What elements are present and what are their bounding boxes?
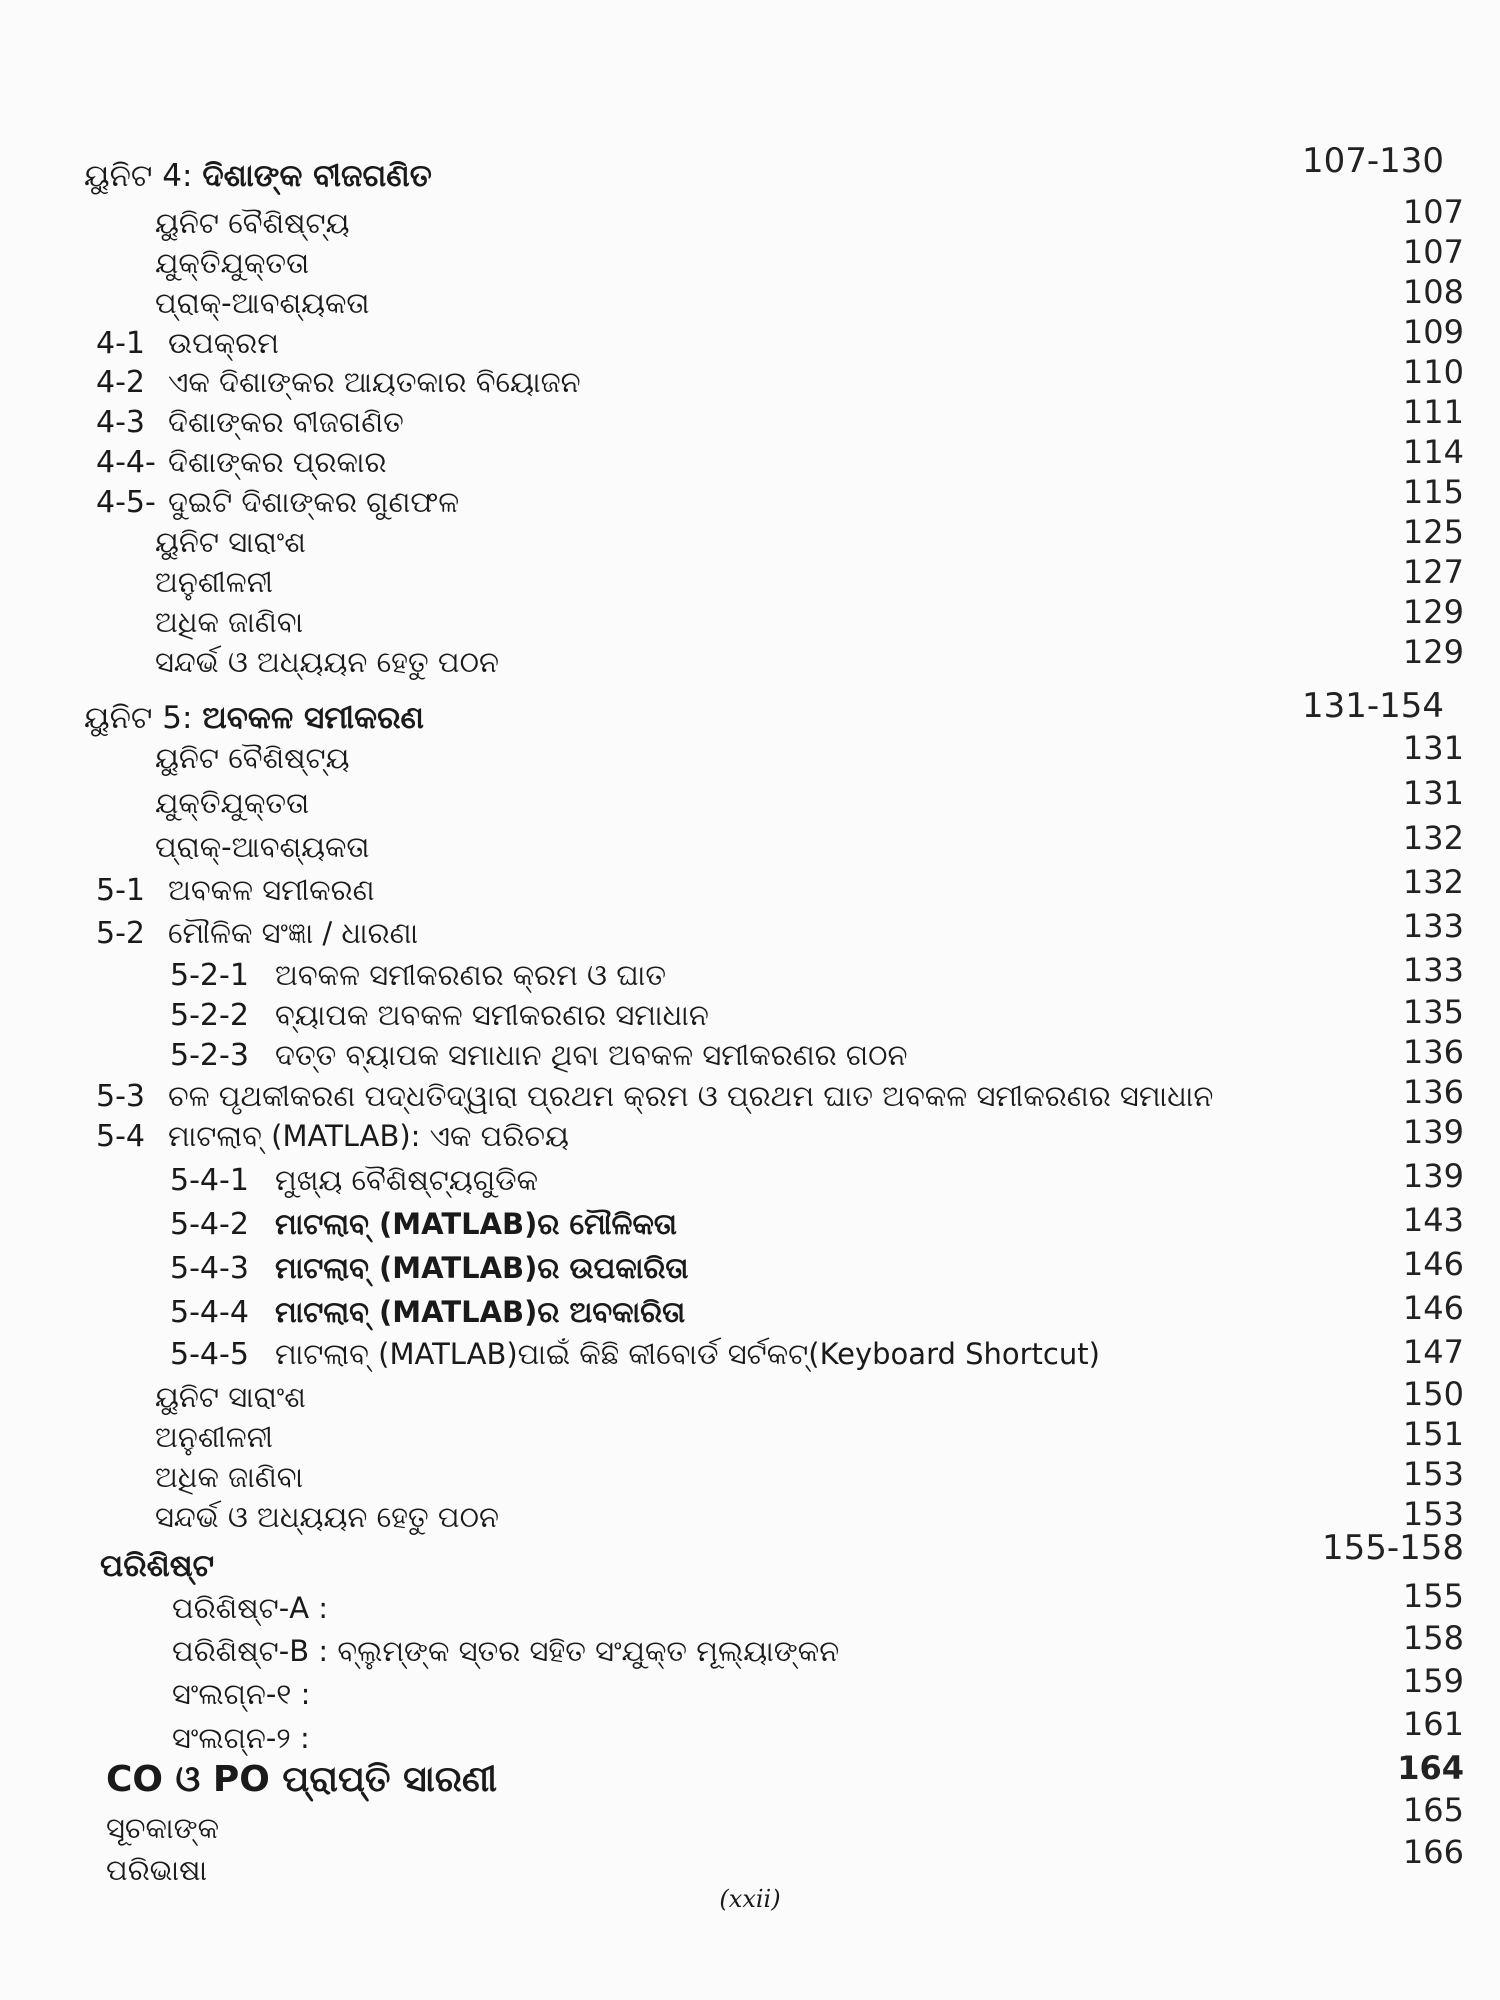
- appendix-entry: [172, 1590, 328, 1626]
- section-number: 5-3: [96, 1079, 145, 1114]
- section-title: ୟୁନିଟ ବୈଶିଷ୍ଟ୍ୟ: [155, 206, 350, 240]
- section-entry: [96, 915, 418, 952]
- unit-section-entry: [155, 1459, 303, 1495]
- section-title: ମାଟଲାବ୍ (MATLAB)ପାଇଁ କିଛି କୀବୋର୍ଡ ସର୍ଟକଟ୍(Keyboard Shortcut): [275, 1337, 1100, 1371]
- section-title: ପ୍ରାକ୍-ଆବଶ୍ୟକତା: [155, 830, 370, 864]
- page-number: 111: [1402, 393, 1464, 431]
- unit-section-entry: [155, 205, 350, 241]
- page-number: 135: [1402, 993, 1464, 1031]
- unit-title: ଦିଶାଙ୍କ ବୀଜଗଣିତ: [202, 158, 432, 194]
- page-number: 107: [1402, 233, 1464, 271]
- section-entry: [170, 1206, 677, 1243]
- page-number: 125: [1402, 513, 1464, 551]
- back-matter-entry: [106, 1852, 207, 1888]
- back-matter-entry: [106, 1759, 498, 1800]
- page-number: 139: [1402, 1157, 1464, 1195]
- section-entry: [170, 1336, 1100, 1373]
- back-matter-title: ପରିଭାଷା: [106, 1853, 208, 1887]
- section-entry: [96, 325, 279, 362]
- section-title: ଅବକଳ ସମୀକରଣର କ୍ରମ ଓ ଘାତ: [275, 958, 666, 992]
- section-number: 5-2-3: [170, 1038, 249, 1073]
- section-entry: [96, 1118, 569, 1155]
- unit-page-range: 131-154: [1301, 686, 1444, 726]
- page-number: 146: [1402, 1245, 1464, 1283]
- page-number: 131: [1402, 729, 1464, 767]
- page-number: 159: [1402, 1662, 1464, 1700]
- section-title: ମାଟଲାବ୍ (MATLAB)ର ଅବକାରିତା: [275, 1295, 686, 1329]
- section-entry: [96, 1078, 1213, 1115]
- section-number: 4-1: [96, 326, 145, 361]
- page-number: 161: [1402, 1705, 1464, 1743]
- section-title: ଦୁଇଟି ଦିଶାଙ୍କର ଗୁଣଫଳ: [168, 485, 460, 519]
- unit-heading: [84, 700, 424, 736]
- section-title: ଦତ୍ତ ବ୍ୟାପକ ସମାଧାନ ଥିବା ଅବକଳ ସମୀକରଣର ଗଠନ: [275, 1038, 908, 1072]
- section-entry: [96, 484, 459, 521]
- section-title: ପ୍ରାକ୍-ଆବଶ୍ୟକତା: [155, 286, 370, 320]
- section-entry: [170, 1294, 685, 1331]
- section-title: ସନ୍ଦର୍ଭ ଓ ଅଧ୍ୟୟନ ହେତୁ ପଠନ: [155, 645, 499, 679]
- appendix-heading: [100, 1548, 214, 1584]
- page-number: 153: [1402, 1455, 1464, 1493]
- page-folio: (xxii): [719, 1885, 781, 1913]
- section-title: ଯୁକ୍ତିଯୁକ୍ତତା: [155, 786, 310, 820]
- section-number: 4-5-: [96, 485, 156, 520]
- section-title: ଅବକଳ ସମୀକରଣ: [168, 873, 375, 907]
- page-number: 132: [1402, 863, 1464, 901]
- page-number: 115: [1402, 473, 1464, 511]
- page-number: 151: [1402, 1415, 1464, 1453]
- unit-section-entry: [155, 740, 350, 776]
- unit-section-entry: [155, 1499, 499, 1535]
- appendix-entry-title: ପରିଶିଷ୍ଟ-B : ବ୍ଲୁମ୍‌ଙ୍କ ସ୍ତର ସହିତ ସଂଯୁକ୍ତ ମୂଲ୍ୟାଙ୍କନ: [172, 1634, 840, 1668]
- section-entry: [96, 444, 386, 481]
- section-number: 5-1: [96, 873, 145, 908]
- section-entry: [170, 1037, 907, 1074]
- page-number: 110: [1402, 353, 1464, 391]
- section-number: 5-2-2: [170, 998, 249, 1033]
- section-title: ଅଧିକ ଜାଣିବା: [155, 1460, 304, 1494]
- appendix-entry: [172, 1676, 310, 1712]
- page-number: 133: [1402, 907, 1464, 945]
- unit-section-entry: [155, 1379, 306, 1415]
- section-title: ଅଧିକ ଜାଣିବା: [155, 605, 304, 639]
- unit-section-entry: [155, 524, 306, 560]
- appendix-entry-title: ସଂଲଗ୍ନ-୧ :: [172, 1677, 311, 1711]
- section-title: ଯୁକ୍ତିଯୁକ୍ତତା: [155, 246, 310, 280]
- section-title: ଏକ ଦିଶାଙ୍କର ଆୟତକାର ବିୟୋଜନ: [168, 365, 581, 399]
- appendix-entry: [172, 1633, 839, 1669]
- page-number: 147: [1402, 1333, 1464, 1371]
- page-number: 150: [1402, 1375, 1464, 1413]
- back-matter-entry: [106, 1810, 219, 1846]
- unit-heading: [84, 158, 432, 194]
- section-number: 5-4-5: [170, 1337, 249, 1372]
- unit-section-entry: [155, 829, 369, 865]
- unit-page-range: 107-130: [1301, 141, 1444, 181]
- section-number: 5-2-1: [170, 958, 249, 993]
- unit-section-entry: [155, 285, 369, 321]
- page-number: 131: [1402, 774, 1464, 812]
- page-number: 136: [1402, 1033, 1464, 1071]
- unit-section-entry: [155, 245, 309, 281]
- page-number: 158: [1402, 1619, 1464, 1657]
- page-number: 139: [1402, 1113, 1464, 1151]
- section-number: 5-2: [96, 916, 145, 951]
- section-number: 4-3: [96, 405, 145, 440]
- page-number: 133: [1402, 951, 1464, 989]
- unit-label: ୟୁନିଟ 5:: [84, 700, 193, 736]
- section-title: ଦିଶାଙ୍କର ପ୍ରକାର: [168, 445, 387, 479]
- section-number: 4-2: [96, 365, 145, 400]
- page-number: 114: [1402, 433, 1464, 471]
- back-matter-title: ସୂଚକାଙ୍କ: [106, 1811, 220, 1845]
- section-title: ମାଟଲାବ୍ (MATLAB): ଏକ ପରିଚୟ: [168, 1119, 569, 1153]
- unit-section-entry: [155, 1419, 273, 1455]
- page-number: 127: [1402, 553, 1464, 591]
- section-entry: [96, 364, 581, 401]
- page-number: 153: [1402, 1495, 1464, 1533]
- section-entry: [170, 957, 666, 994]
- section-title: ୟୁନିଟ ବୈଶିଷ୍ଟ୍ୟ: [155, 741, 350, 775]
- page-number: 143: [1402, 1201, 1464, 1239]
- appendix-entry: [172, 1720, 310, 1756]
- unit-title: ଅବକଳ ସମୀକରଣ: [202, 700, 424, 736]
- section-title: ମୁଖ୍ୟ ବୈଶିଷ୍ଟ୍ୟଗୁଡିକ: [275, 1163, 539, 1197]
- section-title: ଅନୁଶୀଳନୀ: [155, 1420, 274, 1454]
- page-number: 107: [1402, 193, 1464, 231]
- unit-section-entry: [155, 604, 303, 640]
- page-number: 136: [1402, 1073, 1464, 1111]
- section-title: ମାଟଲାବ୍ (MATLAB)ର ମୌଳିକତା: [275, 1207, 677, 1241]
- unit-section-entry: [155, 644, 499, 680]
- section-entry: [170, 1250, 688, 1287]
- section-title: ୟୁନିଟ ସାରାଂଶ: [155, 1380, 306, 1414]
- page-number: 109: [1402, 313, 1464, 351]
- section-title: ବ୍ୟାପକ ଅବକଳ ସମୀକରଣର ସମାଧାନ: [275, 998, 709, 1032]
- page-number: 165: [1402, 1791, 1464, 1829]
- section-title: ସନ୍ଦର୍ଭ ଓ ଅଧ୍ୟୟନ ହେତୁ ପଠନ: [155, 1500, 499, 1534]
- page-number: 108: [1402, 273, 1464, 311]
- section-title: ମାଟଲାବ୍ (MATLAB)ର ଉପକାରିତା: [275, 1251, 689, 1285]
- page-number: 166: [1402, 1833, 1464, 1871]
- back-matter-title: CO ଓ PO ପ୍ରାପ୍ତି ସାରଣୀ: [106, 1759, 498, 1800]
- section-title: ଅନୁଶୀଳନୀ: [155, 565, 274, 599]
- section-entry: [96, 872, 375, 909]
- section-title: ଉପକ୍ରମ: [168, 326, 279, 360]
- section-number: 5-4-2: [170, 1207, 249, 1242]
- section-title: ୟୁନିଟ ସାରାଂଶ: [155, 525, 306, 559]
- section-title: ଦିଶାଙ୍କର ବୀଜଗଣିତ: [168, 405, 404, 439]
- section-number: 5-4-4: [170, 1295, 249, 1330]
- page-number: 132: [1402, 819, 1464, 857]
- appendix-page-range: 155-158: [1321, 1528, 1464, 1568]
- section-number: 4-4-: [96, 445, 156, 480]
- page-number: 146: [1402, 1289, 1464, 1327]
- page-number: 164: [1397, 1749, 1464, 1787]
- section-entry: [170, 997, 709, 1034]
- section-entry: [170, 1162, 538, 1199]
- section-title: ଚଳ ପୃଥକୀକରଣ ପଦ୍ଧତିଦ୍ୱାରା ପ୍ରଥମ କ୍ରମ ଓ ପ୍ରଥମ ଘାତ ଅବକଳ ସମୀକରଣର ସମାଧାନ: [168, 1079, 1214, 1113]
- appendix-title: ପରିଶିଷ୍ଟ: [100, 1548, 215, 1584]
- page-number: 155: [1402, 1577, 1464, 1615]
- page-number: 129: [1402, 633, 1464, 671]
- page-number: 129: [1402, 593, 1464, 631]
- section-number: 5-4-3: [170, 1251, 249, 1286]
- unit-section-entry: [155, 785, 309, 821]
- section-title: ମୌଳିକ ସଂଜ୍ଞା / ଧାରଣା: [168, 916, 419, 950]
- appendix-entry-title: ପରିଶିଷ୍ଟ-A :: [172, 1591, 329, 1625]
- section-number: 5-4-1: [170, 1163, 249, 1198]
- section-entry: [96, 404, 404, 441]
- unit-label: ୟୁନିଟ 4:: [84, 158, 193, 194]
- unit-section-entry: [155, 564, 273, 600]
- section-number: 5-4: [96, 1119, 145, 1154]
- appendix-entry-title: ସଂଲଗ୍ନ-୨ :: [172, 1721, 310, 1755]
